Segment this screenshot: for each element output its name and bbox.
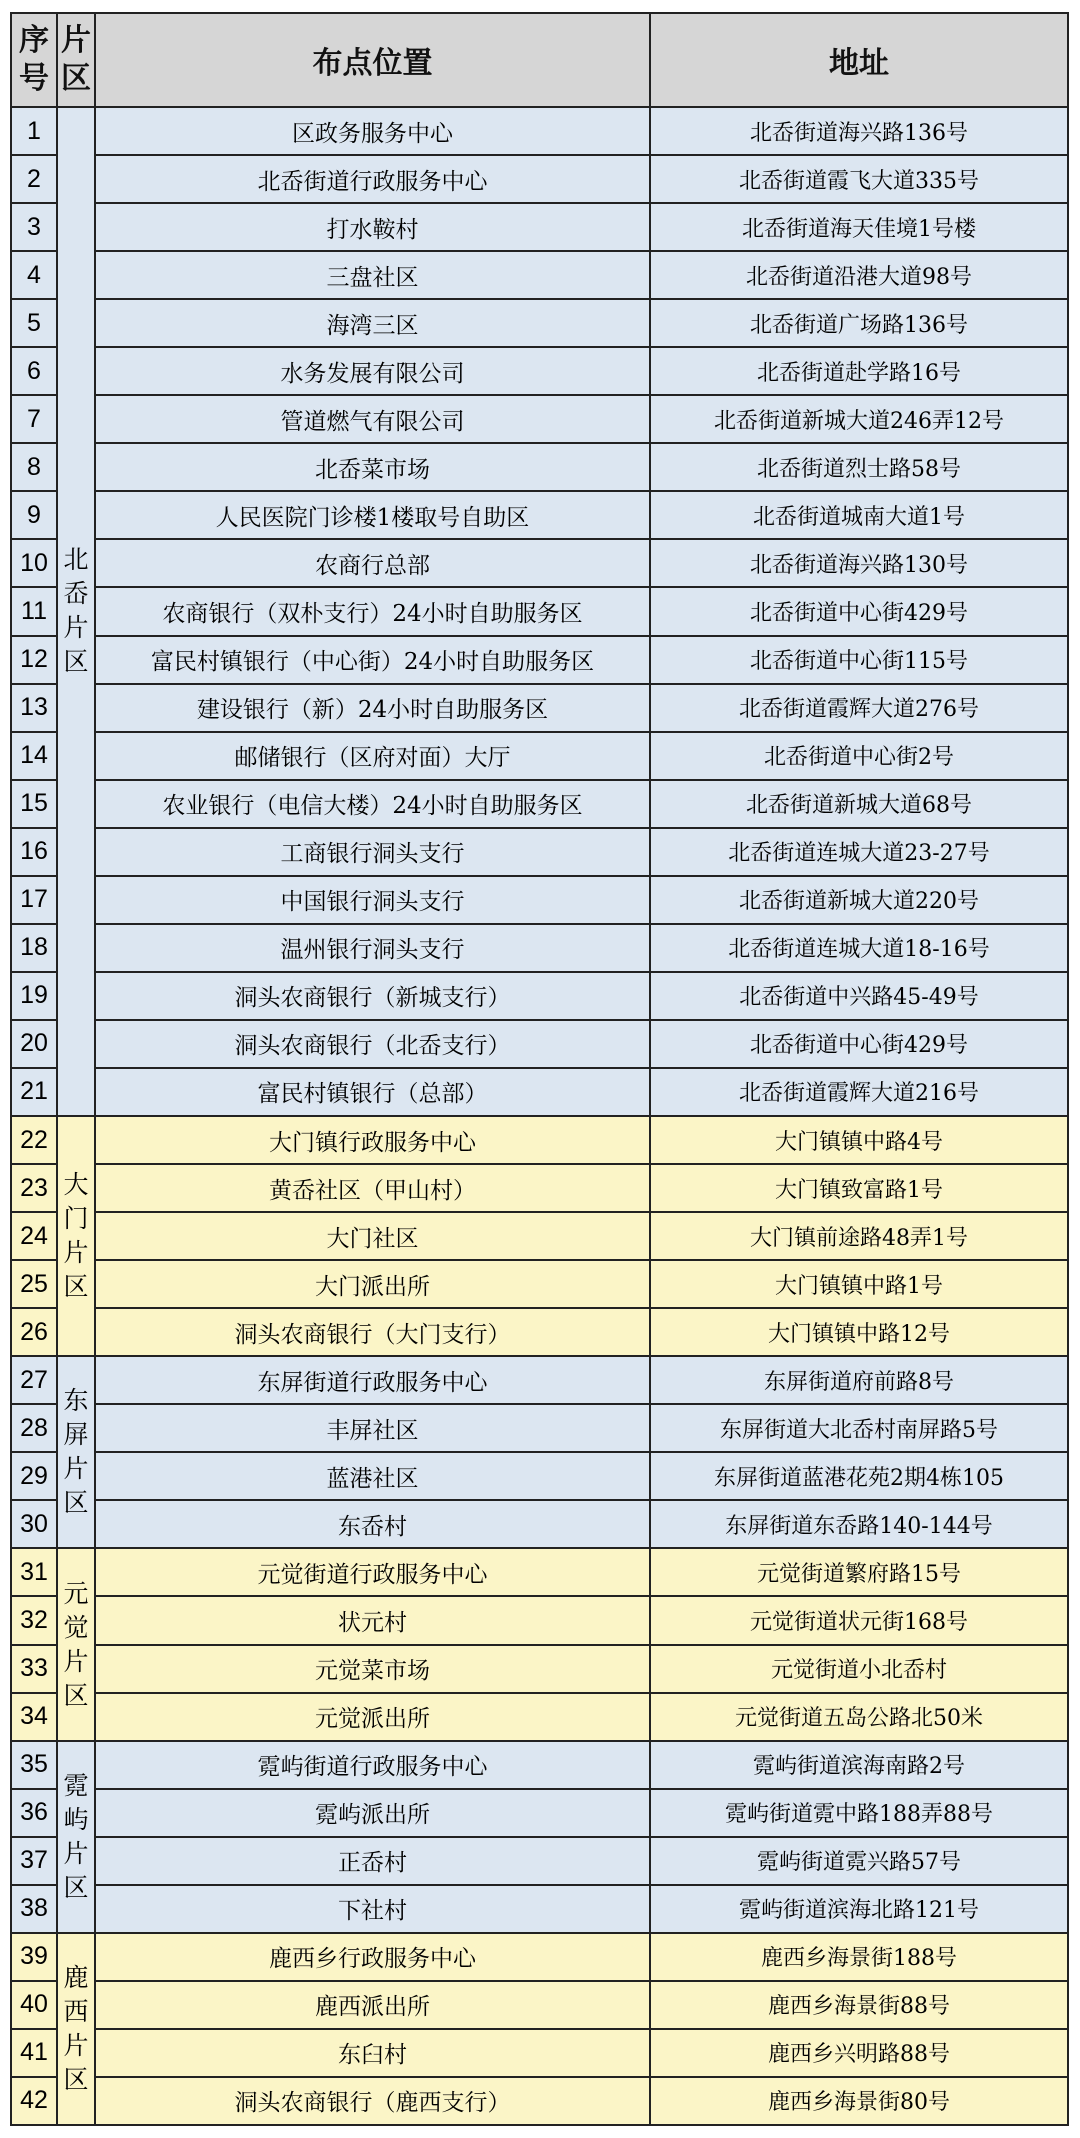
location-cell: 元觉街道行政服务中心 bbox=[95, 1548, 650, 1596]
table-row bbox=[11, 1212, 1068, 1260]
row-number: 17 bbox=[11, 876, 57, 924]
address-cell: 北岙街道中心街429号 bbox=[650, 1020, 1068, 1068]
table-row bbox=[11, 395, 1068, 443]
row-number: 2 bbox=[11, 155, 57, 203]
row-number: 22 bbox=[11, 1116, 57, 1164]
table-body bbox=[11, 107, 1068, 2125]
address-cell: 北岙街道广场路136号 bbox=[650, 299, 1068, 347]
location-cell: 东臼村 bbox=[95, 2029, 650, 2077]
row-number: 21 bbox=[11, 1068, 57, 1116]
table-row bbox=[11, 732, 1068, 780]
row-number: 16 bbox=[11, 828, 57, 876]
table-row bbox=[11, 155, 1068, 203]
table-row bbox=[11, 1260, 1068, 1308]
table-row bbox=[11, 1068, 1068, 1116]
address-cell: 大门镇镇中路12号 bbox=[650, 1308, 1068, 1356]
address-cell: 大门镇镇中路1号 bbox=[650, 1260, 1068, 1308]
table-row bbox=[11, 1789, 1068, 1837]
region-label-char: 霓 bbox=[63, 1770, 89, 1800]
row-number: 31 bbox=[11, 1548, 57, 1596]
address-cell: 大门镇前途路48弄1号 bbox=[650, 1212, 1068, 1260]
table-row bbox=[11, 636, 1068, 684]
location-cell: 状元村 bbox=[95, 1596, 650, 1644]
region-label-char: 区 bbox=[63, 647, 89, 677]
address-cell: 北岙街道连城大道18-16号 bbox=[650, 924, 1068, 972]
row-number: 15 bbox=[11, 780, 57, 828]
region-label bbox=[57, 1116, 95, 1356]
table-row bbox=[11, 443, 1068, 491]
address-cell: 北岙街道新城大道68号 bbox=[650, 780, 1068, 828]
location-cell: 洞头农商银行（大门支行） bbox=[95, 1308, 650, 1356]
location-table bbox=[10, 12, 1069, 2126]
address-cell: 元觉街道五岛公路北50米 bbox=[650, 1693, 1068, 1741]
row-number: 29 bbox=[11, 1452, 57, 1500]
table-row bbox=[11, 299, 1068, 347]
table-row bbox=[11, 1837, 1068, 1885]
table-row bbox=[11, 876, 1068, 924]
table-row bbox=[11, 251, 1068, 299]
location-cell: 大门社区 bbox=[95, 1212, 650, 1260]
region-label bbox=[57, 1548, 95, 1740]
location-cell: 人民医院门诊楼1楼取号自助区 bbox=[95, 491, 650, 539]
table-row bbox=[11, 2077, 1068, 2125]
address-cell: 东屏街道大北岙村南屏路5号 bbox=[650, 1404, 1068, 1452]
location-cell: 鹿西乡行政服务中心 bbox=[95, 1933, 650, 1981]
address-cell: 霓屿街道霓兴路57号 bbox=[650, 1837, 1068, 1885]
location-cell: 下社村 bbox=[95, 1885, 650, 1933]
address-cell: 霓屿街道滨海北路121号 bbox=[650, 1885, 1068, 1933]
location-cell: 工商银行洞头支行 bbox=[95, 828, 650, 876]
address-cell: 北岙街道沿港大道98号 bbox=[650, 251, 1068, 299]
table-row bbox=[11, 684, 1068, 732]
address-cell: 元觉街道小北岙村 bbox=[650, 1645, 1068, 1693]
table-row bbox=[11, 1020, 1068, 1068]
address-cell: 大门镇致富路1号 bbox=[650, 1164, 1068, 1212]
row-number: 9 bbox=[11, 491, 57, 539]
region-label-char: 西 bbox=[63, 1996, 89, 2026]
row-number: 40 bbox=[11, 1981, 57, 2029]
region-label-char: 片 bbox=[63, 2030, 89, 2060]
region-label-char: 片 bbox=[63, 1838, 89, 1868]
address-header: 地址 bbox=[650, 13, 1068, 107]
table-row bbox=[11, 780, 1068, 828]
table-row bbox=[11, 587, 1068, 635]
address-cell: 北岙街道赴学路16号 bbox=[650, 347, 1068, 395]
location-cell: 区政务服务中心 bbox=[95, 107, 650, 155]
address-cell: 霓屿街道滨海南路2号 bbox=[650, 1741, 1068, 1789]
address-cell: 霓屿街道霓中路188弄88号 bbox=[650, 1789, 1068, 1837]
address-cell: 东屏街道东岙路140-144号 bbox=[650, 1500, 1068, 1548]
row-number: 20 bbox=[11, 1020, 57, 1068]
table-row bbox=[11, 1356, 1068, 1404]
table-row bbox=[11, 1500, 1068, 1548]
region-label-char: 岙 bbox=[63, 579, 89, 609]
table-row bbox=[11, 1308, 1068, 1356]
table-row bbox=[11, 1452, 1068, 1500]
row-number: 36 bbox=[11, 1789, 57, 1837]
location-cell: 霓屿街道行政服务中心 bbox=[95, 1741, 650, 1789]
location-cell: 富民村镇银行（总部） bbox=[95, 1068, 650, 1116]
address-cell: 元觉街道繁府路15号 bbox=[650, 1548, 1068, 1596]
table-row bbox=[11, 1741, 1068, 1789]
region-label-char: 鹿 bbox=[63, 1962, 89, 1992]
row-number: 5 bbox=[11, 299, 57, 347]
address-cell: 北岙街道霞飞大道335号 bbox=[650, 155, 1068, 203]
address-cell: 北岙街道霞辉大道276号 bbox=[650, 684, 1068, 732]
region-label bbox=[57, 1356, 95, 1548]
location-cell: 丰屏社区 bbox=[95, 1404, 650, 1452]
row-number: 12 bbox=[11, 636, 57, 684]
region-label-char: 区 bbox=[63, 1272, 89, 1302]
index-header bbox=[11, 13, 57, 107]
address-cell: 鹿西乡海景街188号 bbox=[650, 1933, 1068, 1981]
address-cell: 北岙街道海天佳境1号楼 bbox=[650, 203, 1068, 251]
region-label bbox=[57, 1933, 95, 2125]
row-number: 30 bbox=[11, 1500, 57, 1548]
table-row bbox=[11, 1693, 1068, 1741]
region-label-char: 觉 bbox=[63, 1612, 89, 1642]
location-cell: 大门派出所 bbox=[95, 1260, 650, 1308]
table-row bbox=[11, 539, 1068, 587]
region-label-char: 屏 bbox=[63, 1420, 89, 1450]
row-number: 23 bbox=[11, 1164, 57, 1212]
address-cell: 鹿西乡海景街88号 bbox=[650, 1981, 1068, 2029]
table-header bbox=[11, 13, 1068, 107]
address-cell: 东屏街道蓝港花苑2期4栋105 bbox=[650, 1452, 1068, 1500]
location-cell: 洞头农商银行（新城支行） bbox=[95, 972, 650, 1020]
table-row bbox=[11, 1116, 1068, 1164]
location-header: 布点位置 bbox=[95, 13, 650, 107]
address-cell: 北岙街道城南大道1号 bbox=[650, 491, 1068, 539]
location-cell: 富民村镇银行（中心街）24小时自助服务区 bbox=[95, 636, 650, 684]
row-number: 37 bbox=[11, 1837, 57, 1885]
region-label bbox=[57, 1741, 95, 1933]
index-header-char: 号 bbox=[19, 61, 49, 96]
location-cell: 正岙村 bbox=[95, 1837, 650, 1885]
region-label-char: 片 bbox=[63, 613, 89, 643]
row-number: 26 bbox=[11, 1308, 57, 1356]
region-label-char: 片 bbox=[63, 1646, 89, 1676]
address-cell: 鹿西乡海景街80号 bbox=[650, 2077, 1068, 2125]
table-row bbox=[11, 1404, 1068, 1452]
table-row bbox=[11, 1645, 1068, 1693]
index-header-char: 序 bbox=[19, 23, 49, 58]
location-cell: 管道燃气有限公司 bbox=[95, 395, 650, 443]
address-cell: 元觉街道状元街168号 bbox=[650, 1596, 1068, 1644]
row-number: 14 bbox=[11, 732, 57, 780]
region-label-char: 片 bbox=[63, 1238, 89, 1268]
table-row bbox=[11, 2029, 1068, 2077]
location-cell: 三盘社区 bbox=[95, 251, 650, 299]
location-cell: 建设银行（新）24小时自助服务区 bbox=[95, 684, 650, 732]
row-number: 25 bbox=[11, 1260, 57, 1308]
location-cell: 农商行总部 bbox=[95, 539, 650, 587]
row-number: 8 bbox=[11, 443, 57, 491]
location-cell: 农商银行（双朴支行）24小时自助服务区 bbox=[95, 587, 650, 635]
row-number: 18 bbox=[11, 924, 57, 972]
location-cell: 霓屿派出所 bbox=[95, 1789, 650, 1837]
region-label-char: 大 bbox=[63, 1170, 89, 1200]
address-cell: 大门镇镇中路4号 bbox=[650, 1116, 1068, 1164]
row-number: 32 bbox=[11, 1596, 57, 1644]
location-cell: 洞头农商银行（鹿西支行） bbox=[95, 2077, 650, 2125]
row-number: 42 bbox=[11, 2077, 57, 2125]
row-number: 13 bbox=[11, 684, 57, 732]
location-cell: 温州银行洞头支行 bbox=[95, 924, 650, 972]
location-cell: 北岙菜市场 bbox=[95, 443, 650, 491]
address-cell: 北岙街道新城大道220号 bbox=[650, 876, 1068, 924]
location-cell: 北岙街道行政服务中心 bbox=[95, 155, 650, 203]
location-cell: 农业银行（电信大楼）24小时自助服务区 bbox=[95, 780, 650, 828]
table-row bbox=[11, 828, 1068, 876]
location-cell: 中国银行洞头支行 bbox=[95, 876, 650, 924]
row-number: 41 bbox=[11, 2029, 57, 2077]
location-cell: 水务发展有限公司 bbox=[95, 347, 650, 395]
region-header-char: 区 bbox=[61, 61, 91, 96]
row-number: 19 bbox=[11, 972, 57, 1020]
location-cell: 大门镇行政服务中心 bbox=[95, 1116, 650, 1164]
table-row bbox=[11, 1981, 1068, 2029]
region-label-char: 区 bbox=[63, 2064, 89, 2094]
location-cell: 黄岙社区（甲山村） bbox=[95, 1164, 650, 1212]
row-number: 24 bbox=[11, 1212, 57, 1260]
table-row bbox=[11, 924, 1068, 972]
region-label-char: 片 bbox=[63, 1454, 89, 1484]
region-label-char: 区 bbox=[63, 1680, 89, 1710]
location-cell: 洞头农商银行（北岙支行） bbox=[95, 1020, 650, 1068]
address-cell: 北岙街道中心街115号 bbox=[650, 636, 1068, 684]
region-header bbox=[57, 13, 95, 107]
location-cell: 元觉菜市场 bbox=[95, 1645, 650, 1693]
row-number: 38 bbox=[11, 1885, 57, 1933]
row-number: 35 bbox=[11, 1741, 57, 1789]
region-label-char: 东 bbox=[63, 1386, 89, 1416]
row-number: 39 bbox=[11, 1933, 57, 1981]
location-cell: 鹿西派出所 bbox=[95, 1981, 650, 2029]
address-cell: 东屏街道府前路8号 bbox=[650, 1356, 1068, 1404]
address-cell: 北岙街道海兴路136号 bbox=[650, 107, 1068, 155]
address-cell: 北岙街道连城大道23-27号 bbox=[650, 828, 1068, 876]
table-row bbox=[11, 107, 1068, 155]
location-cell: 邮储银行（区府对面）大厅 bbox=[95, 732, 650, 780]
row-number: 6 bbox=[11, 347, 57, 395]
address-cell: 鹿西乡兴明路88号 bbox=[650, 2029, 1068, 2077]
row-number: 10 bbox=[11, 539, 57, 587]
table-row bbox=[11, 972, 1068, 1020]
row-number: 7 bbox=[11, 395, 57, 443]
region-label-char: 区 bbox=[63, 1488, 89, 1518]
row-number: 11 bbox=[11, 587, 57, 635]
location-cell: 东屏街道行政服务中心 bbox=[95, 1356, 650, 1404]
table-row bbox=[11, 1885, 1068, 1933]
region-label-char: 北 bbox=[63, 545, 89, 575]
table-row bbox=[11, 1548, 1068, 1596]
table-row bbox=[11, 1933, 1068, 1981]
region-label-char: 元 bbox=[63, 1578, 89, 1608]
row-number: 34 bbox=[11, 1693, 57, 1741]
row-number: 1 bbox=[11, 107, 57, 155]
table-row bbox=[11, 1164, 1068, 1212]
address-cell: 北岙街道中兴路45-49号 bbox=[650, 972, 1068, 1020]
location-cell: 蓝港社区 bbox=[95, 1452, 650, 1500]
location-cell: 海湾三区 bbox=[95, 299, 650, 347]
location-cell: 东岙村 bbox=[95, 1500, 650, 1548]
row-number: 3 bbox=[11, 203, 57, 251]
address-cell: 北岙街道海兴路130号 bbox=[650, 539, 1068, 587]
address-cell: 北岙街道烈士路58号 bbox=[650, 443, 1068, 491]
row-number: 33 bbox=[11, 1645, 57, 1693]
address-cell: 北岙街道中心街2号 bbox=[650, 732, 1068, 780]
region-label bbox=[57, 107, 95, 1116]
row-number: 28 bbox=[11, 1404, 57, 1452]
row-number: 27 bbox=[11, 1356, 57, 1404]
location-cell: 元觉派出所 bbox=[95, 1693, 650, 1741]
table-row bbox=[11, 1596, 1068, 1644]
region-label-char: 门 bbox=[63, 1204, 89, 1234]
table-row bbox=[11, 491, 1068, 539]
region-label-char: 区 bbox=[63, 1872, 89, 1902]
table-row bbox=[11, 347, 1068, 395]
region-label-char: 屿 bbox=[63, 1804, 89, 1834]
region-header-char: 片 bbox=[61, 23, 91, 58]
address-cell: 北岙街道新城大道246弄12号 bbox=[650, 395, 1068, 443]
row-number: 4 bbox=[11, 251, 57, 299]
table-row bbox=[11, 203, 1068, 251]
address-cell: 北岙街道霞辉大道216号 bbox=[650, 1068, 1068, 1116]
location-cell: 打水鞍村 bbox=[95, 203, 650, 251]
address-cell: 北岙街道中心街429号 bbox=[650, 587, 1068, 635]
